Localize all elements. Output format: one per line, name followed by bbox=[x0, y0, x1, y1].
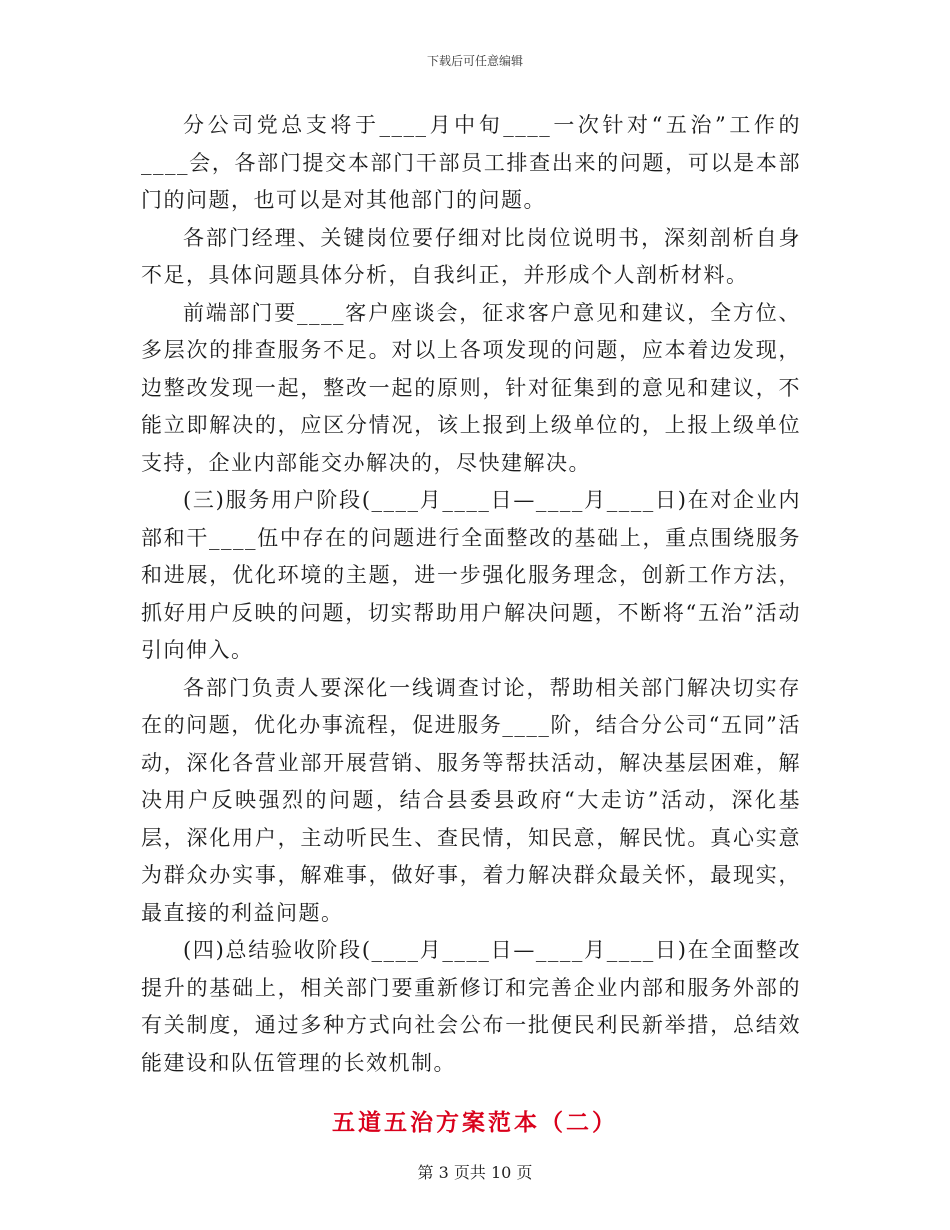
paragraph: 分公司党总支将于____月中旬____一次针对“五治”工作的____会，各部门提交本部门干部员工排查出来的问题，可以是本部门的问题，也可以是对其他部门的问题。 bbox=[141, 113, 801, 212]
paragraph: (四)总结验收阶段(____月____日—____月____日)在全面整改提升的基础上，相关部门要重新修订和完善企业内部和服务外部的有关制度，通过多种方式向社会公布一批便民利民新举措，总结效能建设和队伍管理的长效机制。 bbox=[141, 938, 801, 1075]
section-title: 五道五治方案范本（二） bbox=[332, 1109, 618, 1136]
paragraph: 前端部门要____客户座谈会，征求客户意见和建议，全方位、多层次的排查服务不足。对以上各项发现的问题，应本着边发现，边整改发现一起，整改一起的原则，针对征集到的意见和建议，不能立即解决的，应区分情况，该上报到上级单位的，上报上级单位支持，企业内部能交办解决的，尽快建解决。 bbox=[141, 300, 801, 475]
document-body bbox=[141, 107, 801, 1082]
paragraph: (三)服务用户阶段(____月____日—____月____日)在对企业内部和干____伍中存在的问题进行全面整改的基础上，重点围绕服务和进展，优化环境的主题，进一步强化服务理念，创新工作方法，抓好用户反映的问题，切实帮助用户解决问题，不断将“五治”活动引向伸入。 bbox=[141, 488, 801, 662]
page-footer: 第 3 页共 10 页 bbox=[417, 1163, 533, 1182]
paragraph: 各部门经理、关键岗位要仔细对比岗位说明书，深刻剖析自身不足，具体问题具体分析，自我纠正，并形成个人剖析材料。 bbox=[141, 225, 801, 287]
page-header: 下载后可任意编辑 bbox=[426, 54, 523, 68]
paragraph: 各部门负责人要深化一线调查讨论，帮助相关部门解决切实存在的问题，优化办事流程，促进服务____阶，结合分公司“五同”活动，深化各营业部开展营销、服务等帮扶活动，解决基层困难，解决用户反映强烈的问题，结合县委县政府“大走访”活动，深化基层，深化用户，主动听民生、查民情，知民意，解民忧。真心实意为群众办实事，解难事，做好事，着力解决群众最关怀，最现实，最直接的利益问题。 bbox=[141, 675, 801, 925]
